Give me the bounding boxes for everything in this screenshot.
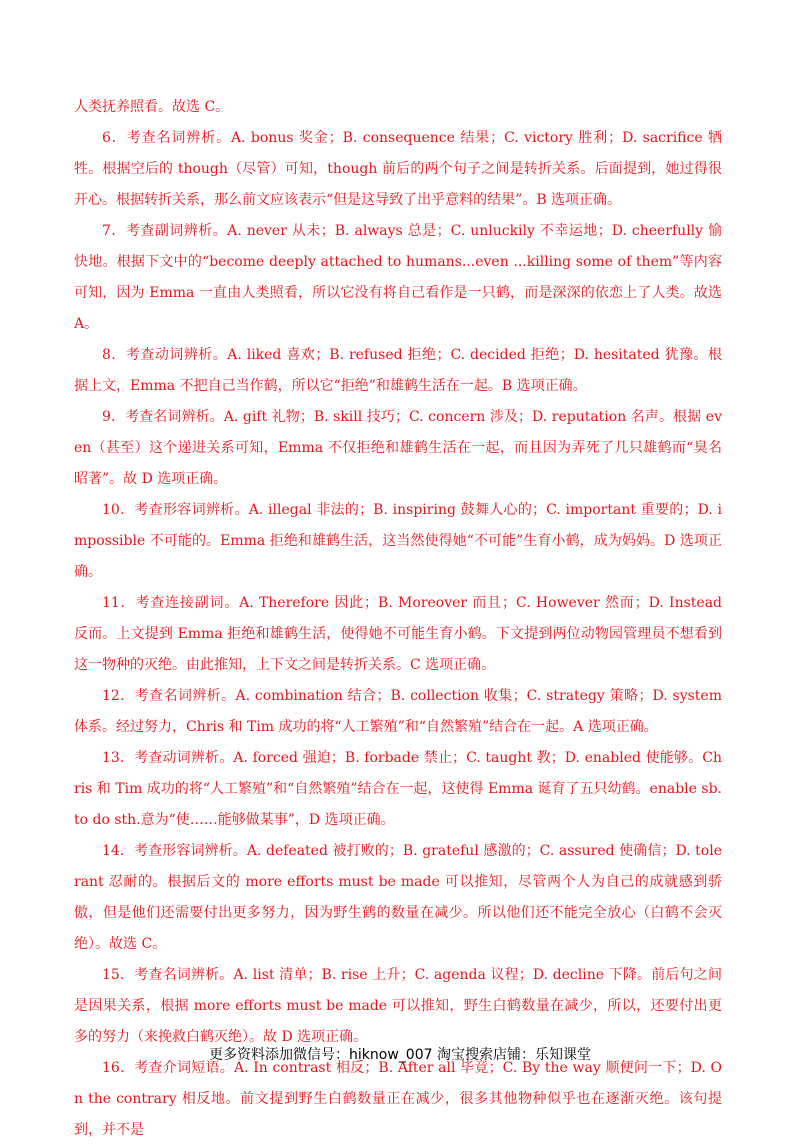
answer-paragraph-6: 6．考查名词辨析。A. bonus 奖金；B. consequence 结果；C. victory 胜利；D. sacrifice 牺牲。根据空后的 though（尽管）可知，though 前后的两个句子之间是转折关系。后面提到，她过得很开心。根据转折关系，那么前文应该表示“但是这导致了出乎意料的结果”。B 选项正确。 (74, 130, 722, 208)
answer-paragraph-7: 7．考查副词辨析。A. never 从未；B. always 总是；C. unluckily 不幸运地；D. cheerfully 愉快地。根据下文中的“become deeply attached to humans...even ...killing some of them”等内容可知，因为 Emma 一直由人类照看，所以它没有将自己看作是一只鹤，而是深深的依恋上了人类。故选 A。 (74, 223, 722, 332)
page-footer: 更多资料添加微信号：hiknow_007 淘宝搜索店铺：乐知课堂 (209, 1047, 591, 1063)
answer-paragraph-13: 13．考查动词辨析。A. forced 强迫；B. forbade 禁止；C. taught 教；D. enabled 使能够。Chris 和 Tim 成功的将“人工繁殖”和“自然繁殖”结合在一起，这使得 Emma 诞育了五只幼鹤。enable sb. to do sth.意为“使……能够做某事”，D 选项正确。 (74, 750, 722, 828)
answer-paragraph-8: 8．考查动词辨析。A. liked 喜欢；B. refused 拒绝；C. decided 拒绝；D. hesitated 犹豫。根据上文，Emma 不把自己当作鹤，所以它“拒绝”和雄鹤生活在一起。B 选项正确。 (74, 347, 722, 394)
answer-paragraph-11: 11．考查连接副词。A. Therefore 因此；B. Moreover 而且；C. However 然而；D. Instead 反而。上文提到 Emma 拒绝和雄鹤生活，使得她不可能生育小鹤。下文提到两位动物园管理员不想看到这一物种的灭绝。由此推知，上下文之间是转折关系。C 选项正确。 (74, 595, 722, 673)
answer-paragraph-14: 14．考查形容词辨析。A. defeated 被打败的；B. grateful 感激的；C. assured 使确信；D. tolerant 忍耐的。根据后文的 more efforts must be made 可以推知，尽管两个人为自己的成就感到骄傲，但是他们还需要付出更多努力，因为野生鹤的数量在减少。所以他们还不能完全放心（白鹤不会灭绝）。故选 C。 (74, 843, 722, 952)
answer-paragraph-9: 9．考查名词辨析。A. gift 礼物；B. skill 技巧；C. concern 涉及；D. reputation 名声。根据 even（甚至）这个递进关系可知，Emma 不仅拒绝和雄鹤生活在一起，而且因为弄死了几只雄鹤而“臭名昭著”。故 D 选项正确。 (74, 409, 722, 487)
answer-paragraph-16: 16．考查介词短语。A. In contrast 相反；B. After all 毕竟；C. By the way 顺便问一下；D. On the contrary 相反地。前文提到野生白鹤数量正在减少，很多其他物种似乎也在逐渐灭绝。该句提到，并不是 (74, 1060, 722, 1138)
answer-explanations (74, 92, 722, 1146)
answer-paragraph-5-end: 人类抚养照看。故选 C。 (74, 99, 230, 115)
answer-paragraph-15: 15．考查名词辨析。A. list 清单；B. rise 上升；C. agenda 议程；D. decline 下降。前后句之间是因果关系，根据 more efforts must be made 可以推知，野生白鹤数量在减少，所以，还要付出更多的努力（来挽救白鹤灭绝）。故 D 选项正确。 (74, 967, 722, 1045)
answer-paragraph-12: 12．考查名词辨析。A. combination 结合；B. collection 收集；C. strategy 策略；D. system 体系。经过努力，Chris 和 Tim 成功的将“人工繁殖”和“自然繁殖”结合在一起。A 选项正确。 (74, 688, 722, 735)
answer-paragraph-10: 10．考查形容词辨析。A. illegal 非法的；B. inspiring 鼓舞人心的；C. important 重要的；D. impossible 不可能的。Emma 拒绝和雄鹤生活，这当然使得她“不可能”生育小鹤，成为妈妈。D 选项正确。 (74, 502, 722, 580)
